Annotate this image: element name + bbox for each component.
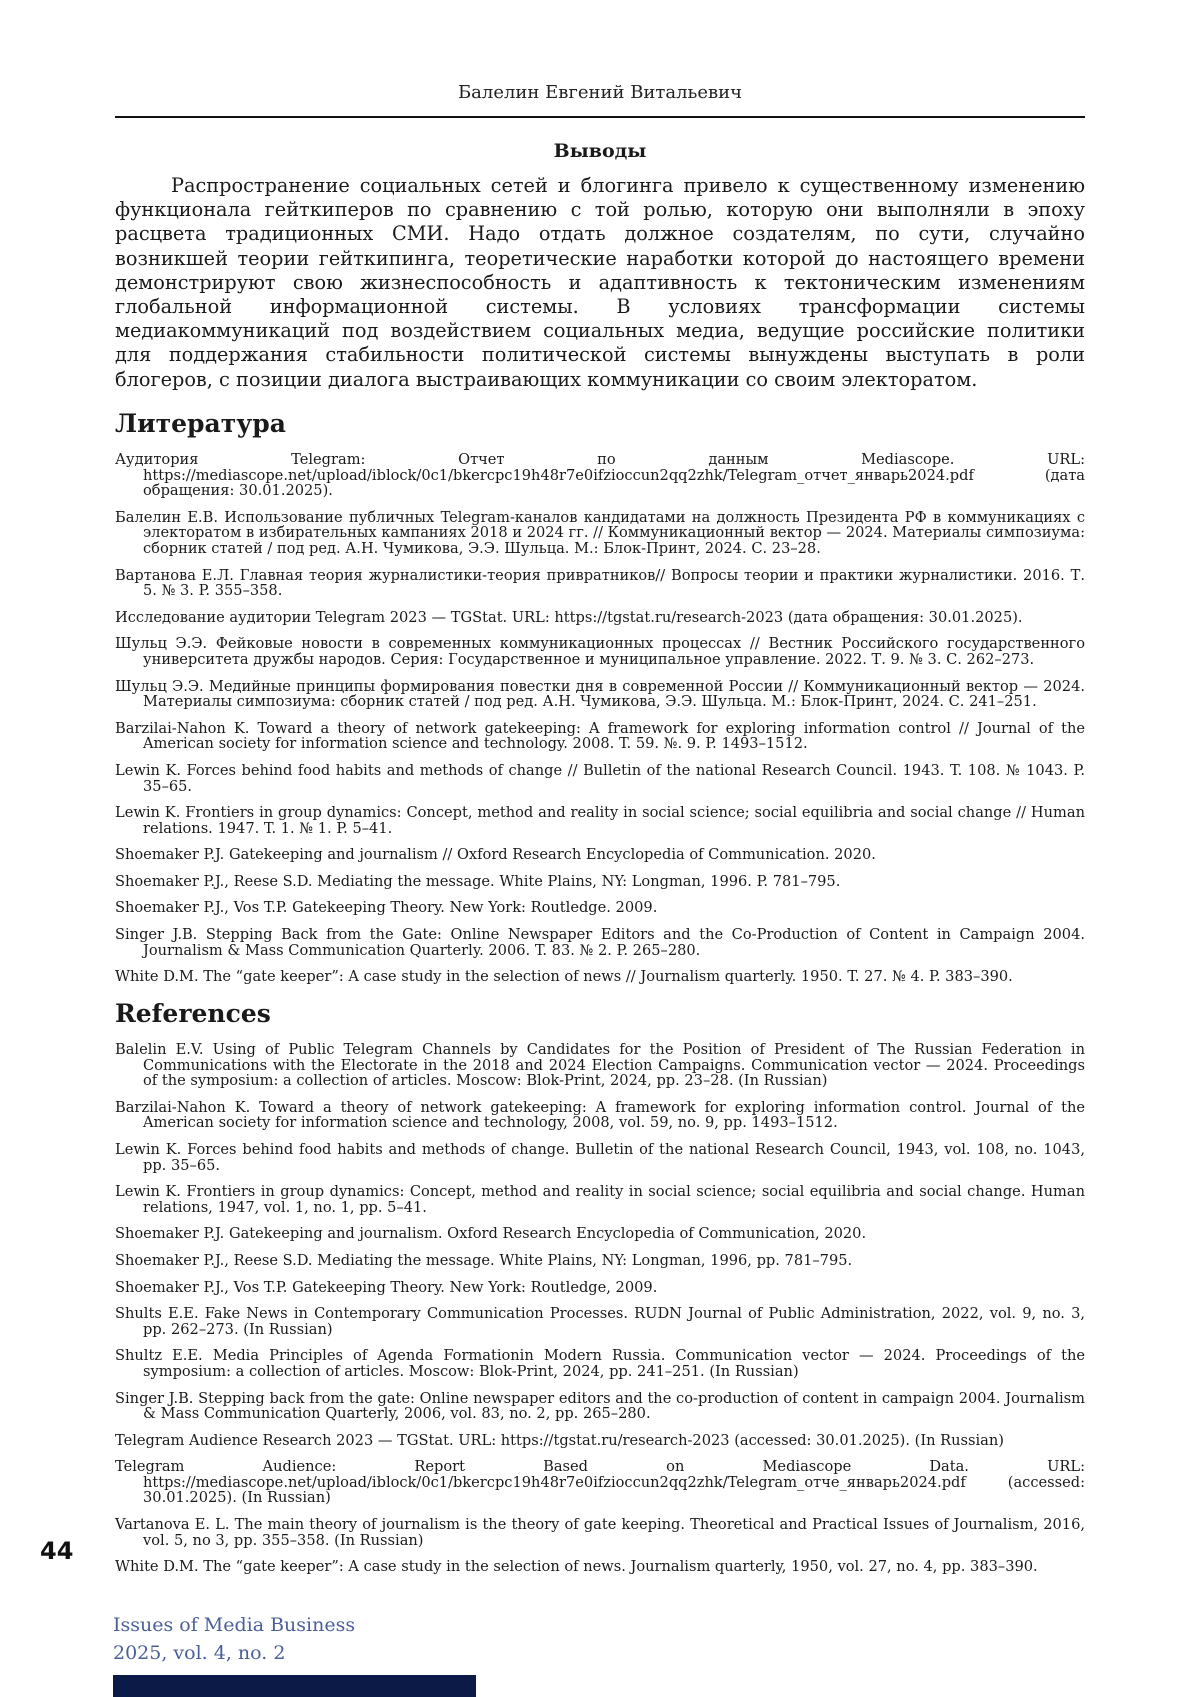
reference-item: Barzilai-Nahon K. Toward a theory of network gatekeeping: A framework for exploring information control. Journal of the American society for information science and technology, 2008, vol. 59, no. 9, pp. 1493–1512. (115, 1098, 1085, 1132)
literature-heading: Литература (115, 409, 286, 438)
literature-item: Шульц Э.Э. Фейковые новости в современных коммуникационных процессах // Вестник Российского государственного университета дружбы народов. Серия: Государственное и муниципальное управление. 2022. Т. 9. № 3. С. 262–273. (115, 635, 1085, 668)
conclusions-title: Выводы (553, 140, 647, 162)
literature-item: Lewin K. Forces behind food habits and methods of change // Bulletin of the national Research Council. 1943. T. 108. № 1043. P. 35–65. (115, 761, 1085, 795)
reference-item: Balelin E.V. Using of Public Telegram Channels by Candidates for the Position of President of The Russian Federation in Communications with the Electorate in the 2018 and 2024 Election Campaigns. Communication vector — 2024. Proceedings of the symposium: a collection of articles. Moscow: Blok-Print, 2024, pp. 23–28. (In Russian) (115, 1041, 1085, 1090)
reference-item: Telegram Audience: Report Based on Mediascope Data. URL: https://mediascope.net/upload/iblock/0c1/bkercpc19h48r7e0ifzioccun2qq2zhk/Telegram_отче_январь2024.pdf (accessed: 30.01.2025). (In Russian) (115, 1458, 1085, 1507)
reference-item: Lewin K. Frontiers in group dynamics: Concept, method and reality in social science; social equilibria and social change. Human relations, 1947, vol. 1, no. 1, pp. 5–41. (115, 1183, 1085, 1216)
references-heading: References (115, 999, 271, 1028)
reference-item: Vartanova E. L. The main theory of journalism is the theory of gate keeping. Theoretical and Practical Issues of Journalism, 2016, vol. 5, no 3, pp. 355–358. (In Russian) (115, 1516, 1085, 1549)
literature-list (115, 452, 1085, 996)
journal-name: Issues of Media Business (113, 1614, 356, 1636)
header-rule (115, 116, 1085, 118)
literature-item: Lewin K. Frontiers in group dynamics: Concept, method and reality in social science; social equilibria and social change // Human relations. 1947. T. 1. № 1. P. 5–41. (115, 804, 1085, 837)
reference-item: White D.M. The “gate keeper”: A case study in the selection of news. Journalism quarterly, 1950, vol. 27, no. 4, pp. 383–390. (115, 1558, 1038, 1576)
reference-item: Singer J.B. Stepping back from the gate: Online newspaper editors and the co-production of content in campaign 2004. Journalism & Mass Communication Quarterly, 2006, vol. 83, no. 2, pp. 265–280. (115, 1389, 1085, 1423)
literature-item: Shoemaker P.J. Gatekeeping and journalism // Oxford Research Encyclopedia of Communication. 2020. (115, 846, 876, 864)
literature-item: Балелин Е.В. Использование публичных Telegram-каналов кандидатами на должность Президента РФ в коммуникациях с электоратом в избирательных кампаниях 2018 и 2024 гг. // Коммуникационный вектор — 2024. Материалы симпозиума: сборник статей / под ред. А.Н. Чумикова, Э.Э. Шульца. М.: Блок-Принт, 2024. С. 23–28. (115, 508, 1085, 557)
journal-issue: 2025, vol. 4, no. 2 (113, 1642, 286, 1664)
reference-item: Lewin K. Forces behind food habits and methods of change. Bulletin of the national Research Council, 1943, vol. 108, no. 1043, pp. 35–65. (115, 1140, 1085, 1174)
reference-item: Shoemaker P.J., Vos T.P. Gatekeeping Theory. New York: Routledge, 2009. (115, 1278, 658, 1296)
literature-item: Вартанова Е.Л. Главная теория журналистики-теория привратников// Вопросы теории и практики журналистики. 2016. Т. 5. № 3. P. 355–358. (115, 566, 1085, 600)
literature-item: Barzilai-Nahon K. Toward a theory of network gatekeeping: A framework for exploring information control // Journal of the American society for information science and technology. 2008. T. 59. №. 9. P. 1493–1512. (115, 719, 1085, 753)
literature-item: Shoemaker P.J., Reese S.D. Mediating the message. White Plains, NY: Longman, 1996. P. 781–795. (115, 872, 841, 890)
references-list (115, 1042, 1085, 1586)
reference-item: Shoemaker P.J. Gatekeeping and journalism. Oxford Research Encyclopedia of Communication, 2020. (115, 1225, 867, 1243)
reference-item: Shultz E.E. Media Principles of Agenda Formationin Modern Russia. Communication vector — 2024. Proceedings of the symposium: a collection of articles. Moscow: Blok-Print, 2024, pp. 241–251. (In Russian) (115, 1347, 1085, 1380)
literature-item: Шульц Э.Э. Медийные принципы формирования повестки дня в современной России // Коммуникационный вектор — 2024. Материалы симпозиума: сборник статей / под ред. А.Н. Чумикова, Э.Э. Шульца. М.: Блок-Принт, 2024. С. 241–251. (115, 677, 1085, 711)
running-head-author: Балелин Евгений Витальевич (457, 82, 743, 103)
literature-item: Shoemaker P.J., Vos T.P. Gatekeeping Theory. New York: Routledge. 2009. (115, 899, 658, 917)
literature-item: Singer J.B. Stepping Back from the Gate: Online Newspaper Editors and the Co-Production of Content in Campaign 2004. Journalism & Mass Communication Quarterly. 2006. T. 83. № 2. P. 265–280. (115, 926, 1085, 959)
literature-item: White D.M. The “gate keeper”: A case study in the selection of news // Journalism quarterly. 1950. T. 27. № 4. P. 383–390. (115, 968, 1013, 986)
conclusions-paragraph: Распространение социальных сетей и блогинга привело к существенному изменению функционала гейткиперов по сравнению с той ролью, которую они выполняли в эпоху расцвета традиционных СМИ. Надо отдать должное создателям, по сути, случайно возникшей теории гейткипинга, теоретические наработки которой до настоящего времени демонстрируют свою жизнеспособность и адаптивность к тектоническим изменениям глобальной информационной системы. В условиях трансформации системы медиакоммуникаций под воздействием социальных медиа, ведущие российские политики для поддержания стабильности политической системы вынуждены выступать в роли блогеров, с позиции диалога выстраивающих коммуникации со своим электоратом. (115, 174, 1085, 391)
page-number: 44 (40, 1537, 74, 1565)
literature-item: Исследование аудитории Telegram 2023 — TGStat. URL: https://tgstat.ru/research-2023 (дата обращения: 30.01.2025). (115, 608, 1023, 626)
reference-item: Telegram Audience Research 2023 — TGStat. URL: https://tgstat.ru/research-2023 (accessed: 30.01.2025). (In Russian) (115, 1431, 1004, 1449)
footer-color-bar (113, 1675, 476, 1697)
reference-item: Shoemaker P.J., Reese S.D. Mediating the message. White Plains, NY: Longman, 1996, pp. 781–795. (115, 1251, 853, 1269)
reference-item: Shults E.E. Fake News in Contemporary Communication Processes. RUDN Journal of Public Administration, 2022, vol. 9, no. 3, pp. 262–273. (In Russian) (115, 1305, 1085, 1338)
literature-item: Аудитория Telegram: Отчет по данным Mediascope. URL: https://mediascope.net/upload/iblock/0c1/bkercpc19h48r7e0ifzioccun2qq2zhk/Telegram_отчет_январь2024.pdf (дата обращения: 30.01.2025). (115, 451, 1085, 500)
